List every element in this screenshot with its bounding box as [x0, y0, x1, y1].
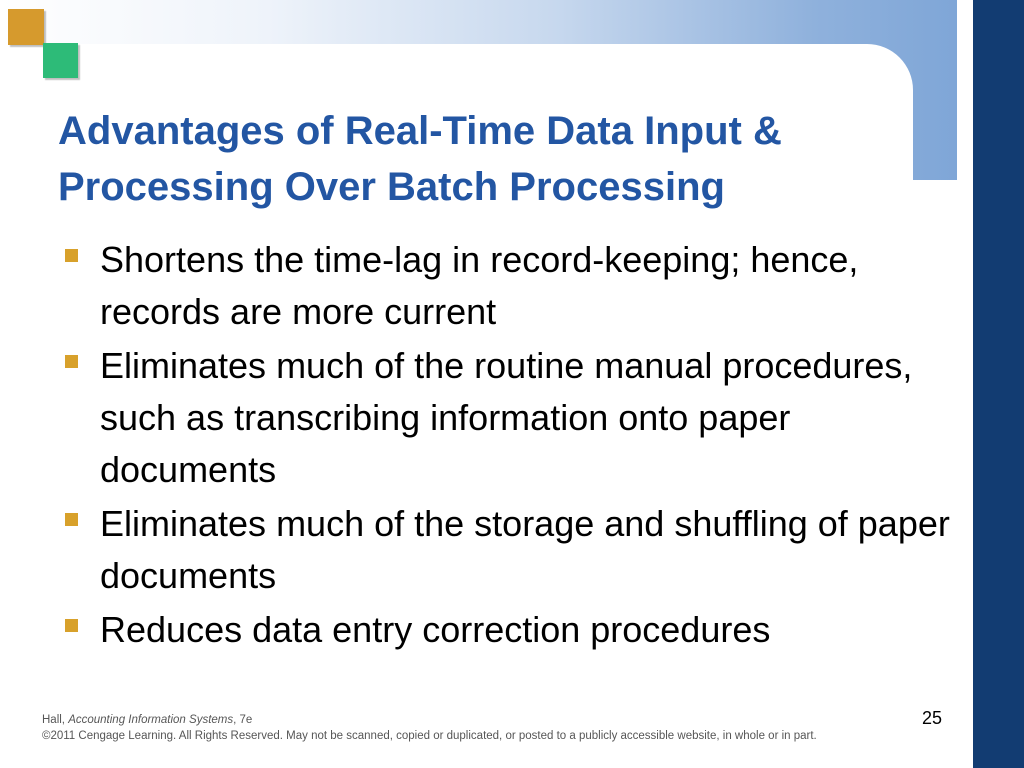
square-bullet-icon — [65, 619, 78, 632]
bullet-text: Reduces data entry correction procedures — [100, 609, 771, 650]
bullet-item — [62, 498, 952, 602]
book-title: Accounting Information Systems — [68, 714, 234, 726]
slide-footer — [42, 712, 962, 744]
square-bullet-icon — [65, 513, 78, 526]
bullet-text: Eliminates much of the routine manual procedures, such as transcribing information onto paper documents — [100, 345, 913, 490]
citation-line — [42, 712, 962, 728]
copyright-line: ©2011 Cengage Learning. All Rights Reserved. May not be scanned, copied or duplicated, or posted to a publicly accessible website, in whole or in part. — [42, 730, 817, 742]
bullet-item — [62, 340, 952, 496]
author-prefix: Hall, — [42, 714, 69, 726]
page-number: 25 — [921, 708, 942, 728]
bullet-item — [62, 604, 952, 656]
right-navy-bar — [973, 0, 1024, 768]
square-bullet-icon — [65, 355, 78, 368]
bullet-text: Shortens the time-lag in record-keeping; hence, records are more current — [100, 239, 859, 332]
green-square-decoration — [43, 43, 78, 78]
square-bullet-icon — [65, 249, 78, 262]
book-edition: , 7e — [233, 714, 253, 726]
orange-square-decoration — [8, 9, 44, 45]
bullet-text: Eliminates much of the storage and shuffling of paper documents — [100, 503, 950, 596]
bullet-list — [62, 234, 952, 658]
slide-title: Advantages of Real-Time Data Input & Processing Over Batch Processing — [58, 109, 782, 209]
bullet-item — [62, 234, 952, 338]
